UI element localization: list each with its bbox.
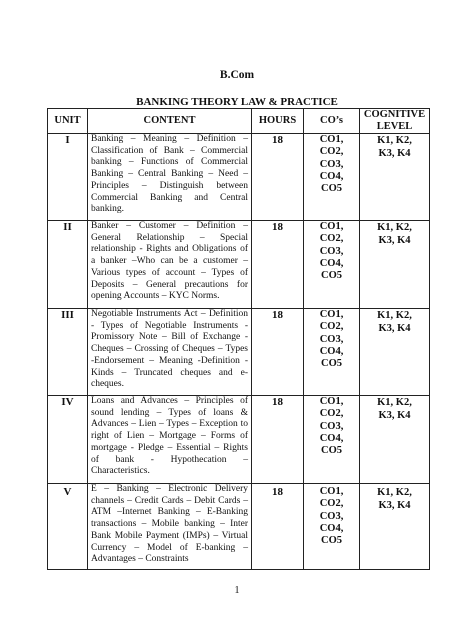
table-row bbox=[48, 134, 430, 221]
co-item: CO1, bbox=[319, 221, 344, 232]
co-item: CO3, bbox=[319, 158, 344, 170]
unit-cell: V bbox=[48, 484, 88, 570]
content-cell: Banker – Customer – Definition – General Relationship – Special relationship - Rights and Obligations of a banker –Who can be a customer – Various types of account – Types of Deposits – General precautions for opening Accounts – KYC Norms. bbox=[88, 221, 252, 309]
hours-cell: 18 bbox=[252, 221, 304, 309]
table-row bbox=[48, 309, 430, 396]
cos-cell bbox=[304, 221, 360, 309]
cos-cell bbox=[304, 396, 360, 484]
header-cos: CO’s bbox=[304, 109, 360, 134]
co-item: CO3, bbox=[319, 420, 344, 432]
program-title: B.Com bbox=[219, 69, 255, 81]
co-item: CO1, bbox=[319, 396, 344, 407]
co-item: CO3, bbox=[319, 333, 344, 345]
syllabus-table bbox=[47, 108, 430, 570]
content-cell: E – Banking – Electronic Delivery channels – Credit Cards – Debit Cards – ATM –Internet Banking – E-Banking transactions – Mobile banking – Inter Bank Mobile Payment (IMPs) – Virtual Currency – Model of E-banking – Advantages – Constraints bbox=[88, 484, 252, 570]
page-number: 1 bbox=[234, 585, 240, 596]
co-item: CO5 bbox=[321, 358, 342, 370]
co-item: CO2, bbox=[319, 146, 344, 158]
cos-cell bbox=[304, 309, 360, 396]
co-item: CO5 bbox=[321, 445, 342, 457]
unit-cell: II bbox=[48, 221, 88, 309]
co-item: CO1, bbox=[319, 486, 344, 497]
cognitive-level-cell bbox=[360, 396, 430, 484]
table-row bbox=[48, 396, 430, 484]
cognitive-item: K3, K4 bbox=[378, 500, 411, 511]
hours-cell: 18 bbox=[252, 134, 304, 221]
cognitive-level-cell bbox=[360, 221, 430, 309]
co-item: CO1, bbox=[319, 134, 344, 145]
co-item: CO4, bbox=[319, 170, 344, 182]
co-item: CO1, bbox=[319, 309, 344, 320]
table-body bbox=[48, 134, 430, 570]
content-cell: Negotiable Instruments Act – Definition - Types of Negotiable Instruments - Promissory Note – Bill of Exchange - Cheques – Crossing of Cheques – Types -Endorsement – Meaning -Definition - Kinds – Truncated cheques and e- cheques. bbox=[88, 309, 252, 396]
cognitive-item: K1, K2, bbox=[377, 135, 412, 146]
co-item: CO3, bbox=[319, 245, 344, 257]
co-item: CO2, bbox=[319, 498, 344, 510]
cognitive-item: K1, K2, bbox=[377, 222, 412, 233]
hours-cell: 18 bbox=[252, 484, 304, 570]
cognitive-item: K3, K4 bbox=[378, 323, 411, 334]
cognitive-item: K1, K2, bbox=[377, 487, 412, 498]
co-item: CO5 bbox=[321, 183, 342, 195]
hours-cell: 18 bbox=[252, 396, 304, 484]
cognitive-item: K3, K4 bbox=[378, 235, 411, 246]
header-hours: HOURS bbox=[252, 109, 304, 134]
content-cell: Banking – Meaning – Definition – Classification of Bank – Commercial banking – Functions of Commercial Banking – Central Banking – Need – Principles – Distinguish between Commercial Banking and Central banking. bbox=[88, 134, 252, 221]
cos-cell bbox=[304, 134, 360, 221]
co-item: CO2, bbox=[319, 408, 344, 420]
unit-cell: IV bbox=[48, 396, 88, 484]
co-item: CO5 bbox=[321, 535, 342, 547]
cognitive-level-cell bbox=[360, 484, 430, 570]
header-unit: UNIT bbox=[48, 109, 88, 134]
table-row bbox=[48, 484, 430, 570]
co-item: CO2, bbox=[319, 321, 344, 333]
cognitive-item: K1, K2, bbox=[377, 397, 412, 408]
header-content: CONTENT bbox=[88, 109, 252, 134]
header-cognitive-level: COGNITIVE LEVEL bbox=[360, 109, 430, 134]
cognitive-level-cell bbox=[360, 309, 430, 396]
co-item: CO5 bbox=[321, 270, 342, 282]
cognitive-item: K3, K4 bbox=[378, 410, 411, 421]
co-item: CO4, bbox=[319, 432, 344, 444]
subject-title: BANKING THEORY LAW & PRACTICE bbox=[136, 96, 338, 108]
hours-cell: 18 bbox=[252, 309, 304, 396]
cognitive-item: K3, K4 bbox=[378, 148, 411, 159]
co-item: CO4, bbox=[319, 345, 344, 357]
co-item: CO4, bbox=[319, 522, 344, 534]
cognitive-level-cell bbox=[360, 134, 430, 221]
unit-cell: I bbox=[48, 134, 88, 221]
content-cell: Loans and Advances – Principles of sound lending – Types of loans & Advances – Lien – Types – Exception to right of Lien – Mortgage – Forms of mortgage - Pledge – Essential – Rights of bank - Hypothecation – Characteristics. bbox=[88, 396, 252, 484]
co-item: CO4, bbox=[319, 257, 344, 269]
table-header-row bbox=[48, 109, 430, 134]
cos-cell bbox=[304, 484, 360, 570]
co-item: CO2, bbox=[319, 233, 344, 245]
cognitive-item: K1, K2, bbox=[377, 310, 412, 321]
unit-cell: III bbox=[48, 309, 88, 396]
table-row bbox=[48, 221, 430, 309]
co-item: CO3, bbox=[319, 510, 344, 522]
